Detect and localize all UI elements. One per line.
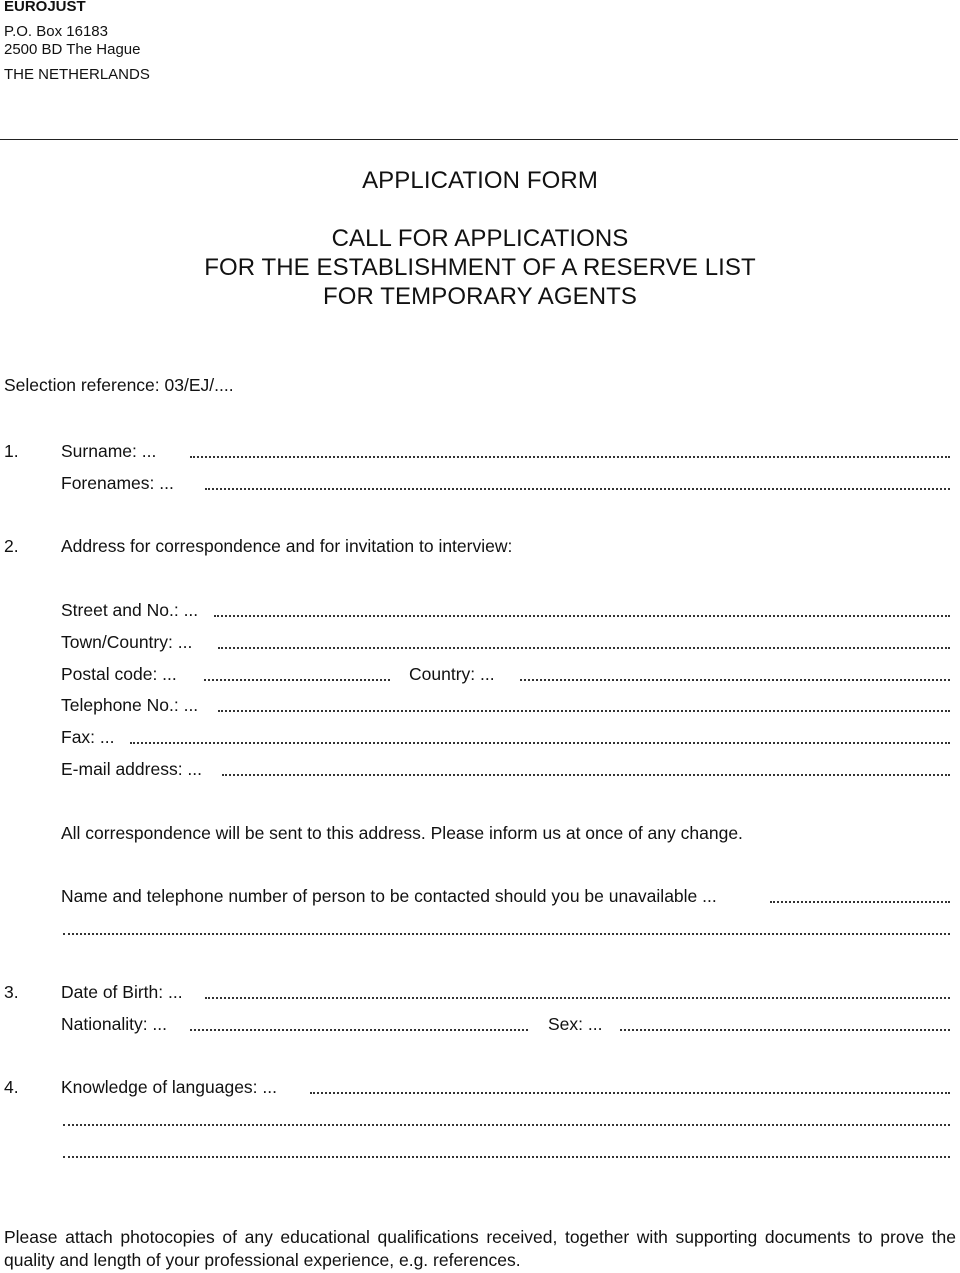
languages-label: Knowledge of languages: ... bbox=[61, 1077, 277, 1097]
street-label: Street and No.: ... bbox=[61, 600, 199, 620]
section-1-number: 1. bbox=[4, 441, 19, 461]
town-label: Town/Country: ... bbox=[61, 632, 193, 652]
sex-label: Sex: ... bbox=[548, 1014, 603, 1034]
correspondence-notice: All correspondence will be sent to this address. Please inform us at once of any change. bbox=[61, 823, 743, 843]
section-2-number: 2. bbox=[4, 536, 19, 556]
forenames-label: Forenames: ... bbox=[61, 473, 174, 493]
nationality-field[interactable] bbox=[190, 1029, 528, 1031]
section-3-number: 3. bbox=[4, 982, 19, 1002]
date-of-birth-label: Date of Birth: ... bbox=[61, 982, 183, 1002]
organisation-name: EUROJUST bbox=[4, 0, 86, 15]
date-of-birth-field[interactable] bbox=[205, 997, 950, 999]
fax-label: Fax: ... bbox=[61, 727, 115, 747]
email-label: E-mail address: ... bbox=[61, 759, 203, 779]
fax-field[interactable] bbox=[130, 742, 950, 744]
country-field[interactable] bbox=[520, 679, 950, 681]
country-label: Country: ... bbox=[409, 664, 495, 684]
forenames-field[interactable] bbox=[205, 488, 950, 490]
address-heading: Address for correspondence and for invitation to interview: bbox=[61, 536, 513, 556]
address-line-3: THE NETHERLANDS bbox=[4, 66, 150, 83]
header-divider bbox=[0, 139, 958, 140]
form-title: APPLICATION FORM bbox=[362, 167, 598, 194]
surname-field[interactable] bbox=[190, 456, 950, 458]
contact-person-field-continued[interactable] bbox=[63, 933, 950, 935]
contact-person-label: Name and telephone number of person to be contacted should you be unavailable ... bbox=[61, 886, 717, 906]
section-4-number: 4. bbox=[4, 1077, 19, 1097]
address-line-2: 2500 BD The Hague bbox=[4, 41, 141, 58]
town-field[interactable] bbox=[218, 647, 950, 649]
email-field[interactable] bbox=[222, 774, 950, 776]
attachments-instruction: Please attach photocopies of any educational qualifications received, together with supporting documents to prove the quality and length of your professional experience, e.g. references. bbox=[4, 1227, 956, 1270]
call-title-line-1: CALL FOR APPLICATIONS bbox=[331, 225, 629, 252]
call-title-line-3: FOR TEMPORARY AGENTS bbox=[322, 283, 638, 310]
contact-person-field[interactable] bbox=[770, 901, 950, 903]
street-field[interactable] bbox=[214, 615, 950, 617]
languages-field-line-3[interactable] bbox=[63, 1156, 950, 1158]
postal-code-label: Postal code: ... bbox=[61, 664, 177, 684]
address-line-1: P.O. Box 16183 bbox=[4, 23, 108, 40]
telephone-field[interactable] bbox=[218, 710, 950, 712]
languages-field-line-2[interactable] bbox=[63, 1124, 950, 1126]
sex-field[interactable] bbox=[620, 1029, 950, 1031]
languages-field[interactable] bbox=[310, 1092, 950, 1094]
telephone-label: Telephone No.: ... bbox=[61, 695, 199, 715]
nationality-label: Nationality: ... bbox=[61, 1014, 168, 1034]
surname-label: Surname: ... bbox=[61, 441, 157, 461]
postal-code-field[interactable] bbox=[204, 679, 390, 681]
call-title-line-2: FOR THE ESTABLISHMENT OF A RESERVE LIST bbox=[204, 254, 756, 281]
selection-reference: Selection reference: 03/EJ/.... bbox=[4, 375, 234, 395]
